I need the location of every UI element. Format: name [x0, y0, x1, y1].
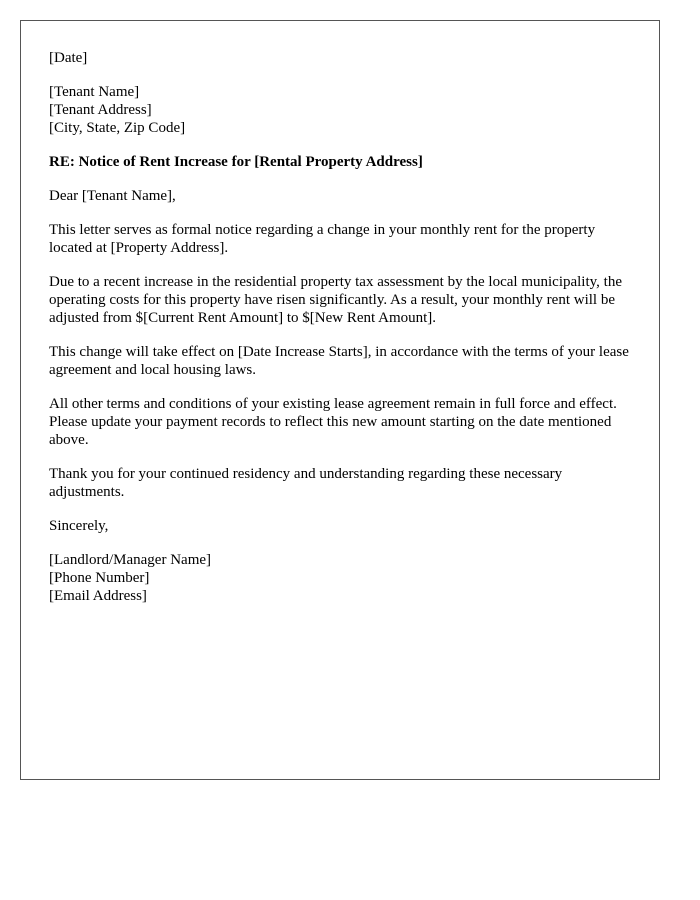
- letter-document: [20, 20, 660, 780]
- body-paragraph-other-terms: All other terms and conditions of your existing lease agreement remain in full force and effect. Please update your payment records to reflect this new amount starting on the date mentioned above.: [49, 396, 617, 448]
- signature-name: [Landlord/Manager Name]: [49, 552, 212, 568]
- recipient-name: [Tenant Name]: [49, 84, 140, 100]
- body-paragraph-thanks: Thank you for your continued residency and understanding regarding these necessary adjustments.: [49, 466, 563, 500]
- recipient-address-block: [49, 83, 631, 137]
- letter-date: [Date]: [49, 50, 88, 66]
- letter-salutation: Dear [Tenant Name],: [49, 188, 176, 204]
- signature-phone: [Phone Number]: [49, 570, 150, 586]
- body-paragraph-effective-date: This change will take effect on [Date Increase Starts], in accordance with the terms of your lease agreement and local housing laws.: [49, 344, 629, 378]
- body-paragraph-notice: This letter serves as formal notice regarding a change in your monthly rent for the property located at [Property Address].: [49, 222, 596, 256]
- signature-email: [Email Address]: [49, 588, 147, 604]
- letter-subject: RE: Notice of Rent Increase for [Rental Property Address]: [49, 154, 423, 170]
- letter-closing: Sincerely,: [49, 518, 109, 534]
- body-paragraph-reason: Due to a recent increase in the residential property tax assessment by the local municipality, the operating costs for this property have risen significantly. As a result, your monthly rent will be adjusted from $[Current Rent Amount] to $[New Rent Amount].: [49, 274, 622, 326]
- recipient-address: [Tenant Address]: [49, 102, 152, 118]
- recipient-city-state-zip: [City, State, Zip Code]: [49, 120, 186, 136]
- signature-block: [49, 551, 631, 605]
